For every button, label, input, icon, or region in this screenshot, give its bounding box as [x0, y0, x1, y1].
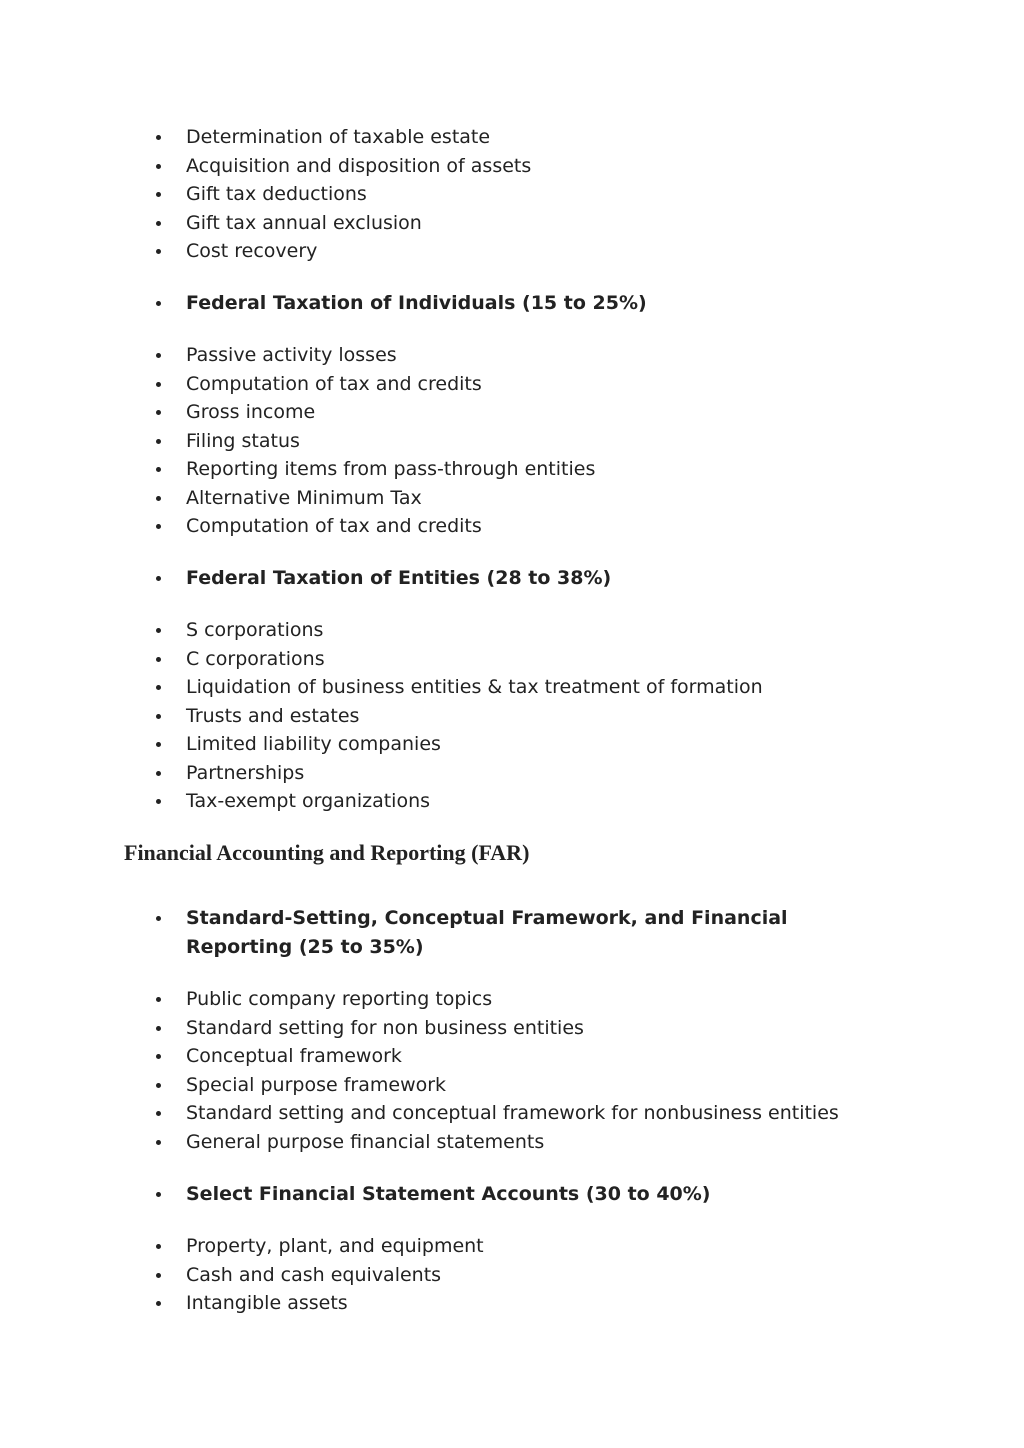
bold-heading-item: [150, 904, 890, 961]
bullet-icon: [156, 496, 161, 501]
list-item-text: Standard setting for non business entities: [186, 1016, 584, 1039]
list-item: [150, 1071, 890, 1100]
bullet-icon: [156, 742, 161, 747]
bullet-icon: [156, 1111, 161, 1116]
list-item: [150, 180, 890, 209]
list-item-text: C corporations: [186, 647, 325, 670]
list-item: [150, 787, 890, 816]
list-item: [150, 1042, 890, 1071]
heading-entities: Federal Taxation of Entities (28 to 38%): [186, 567, 612, 589]
bullet-list-estate-gift: [150, 123, 890, 266]
bullet-icon: [156, 410, 161, 415]
bullet-icon: [156, 628, 161, 633]
bullet-icon: [156, 685, 161, 690]
list-item-text: Passive activity losses: [186, 344, 397, 366]
bullet-list-entities: [150, 616, 890, 816]
list-item-text: Gift tax annual exclusion: [186, 211, 422, 234]
list-item-text: Partnerships: [186, 761, 305, 784]
list-item: [150, 616, 890, 645]
list-item-text: Property, plant, and equipment: [186, 1235, 484, 1257]
bullet-list-standard-setting: [150, 985, 890, 1156]
list-item: [150, 427, 890, 456]
heading-standard-setting: Standard-Setting, Conceptual Framework, and Financial Reporting (25 to 35%): [186, 907, 788, 958]
list-item: [150, 730, 890, 759]
list-item: [150, 512, 890, 541]
list-item-text: Trusts and estates: [186, 704, 360, 727]
list-item-text: Public company reporting topics: [186, 988, 493, 1010]
bullet-icon: [156, 1083, 161, 1088]
bullet-icon: [156, 192, 161, 197]
heading-list-entities: [150, 564, 890, 593]
list-item: [150, 1289, 890, 1318]
list-item: [150, 1261, 890, 1290]
bullet-icon: [156, 714, 161, 719]
list-item-text: Gross income: [186, 401, 316, 423]
list-item-text: Computation of tax and credits: [186, 515, 482, 537]
list-item-text: Determination of taxable estate: [186, 126, 491, 148]
list-item: [150, 152, 890, 181]
list-item-text: Special purpose framework: [186, 1073, 447, 1096]
list-item-text: Alternative Minimum Tax: [186, 486, 422, 509]
list-item-text: Cost recovery: [186, 240, 318, 262]
bullet-icon: [156, 524, 161, 529]
list-item: [150, 484, 890, 513]
list-item-text: Standard setting and conceptual framework for nonbusiness entities: [186, 1102, 839, 1124]
list-item: [150, 759, 890, 788]
bullet-icon: [156, 576, 161, 581]
bullet-icon: [156, 135, 161, 140]
list-item: [150, 1232, 890, 1261]
bullet-icon: [156, 1140, 161, 1145]
bullet-icon: [156, 1054, 161, 1059]
bullet-icon: [156, 657, 161, 662]
list-item-text: Liquidation of business entities & tax treatment of formation: [186, 676, 763, 698]
list-item: [150, 1128, 890, 1157]
list-item-text: Limited liability companies: [186, 733, 441, 755]
list-item: [150, 341, 890, 370]
list-item: [150, 455, 890, 484]
list-item: [150, 209, 890, 238]
list-item-text: Conceptual framework: [186, 1045, 402, 1067]
bullet-icon: [156, 1244, 161, 1249]
section-title-far: Financial Accounting and Reporting (FAR): [124, 840, 530, 865]
list-item: [150, 1099, 890, 1128]
bullet-icon: [156, 467, 161, 472]
bullet-icon: [156, 249, 161, 254]
heading-list-standard-setting: [150, 904, 890, 961]
bold-heading-item: [150, 1180, 890, 1209]
list-item-text: Filing status: [186, 429, 300, 452]
bullet-list-accounts: [150, 1232, 890, 1318]
list-item-text: Cash and cash equivalents: [186, 1263, 442, 1286]
bullet-icon: [156, 771, 161, 776]
list-item-text: Acquisition and disposition of assets: [186, 154, 532, 177]
bullet-icon: [156, 382, 161, 387]
heading-list-accounts: [150, 1180, 890, 1209]
bullet-icon: [156, 353, 161, 358]
heading-list-individuals: [150, 289, 890, 318]
bullet-icon: [156, 164, 161, 169]
bold-heading-item: [150, 289, 890, 318]
bullet-icon: [156, 1192, 161, 1197]
list-item: [150, 370, 890, 399]
list-item: [150, 237, 890, 266]
list-item: [150, 645, 890, 674]
bullet-icon: [156, 916, 161, 921]
list-item-text: Intangible assets: [186, 1292, 348, 1314]
bold-heading-item: [150, 564, 890, 593]
bullet-icon: [156, 1301, 161, 1306]
list-item-text: Tax-exempt organizations: [186, 790, 431, 812]
list-item: [150, 1014, 890, 1043]
list-item: [150, 702, 890, 731]
heading-accounts: Select Financial Statement Accounts (30 to 40%): [186, 1183, 711, 1205]
list-item-text: Computation of tax and credits: [186, 372, 482, 395]
bullet-icon: [156, 301, 161, 306]
bullet-icon: [156, 439, 161, 444]
list-item: [150, 673, 890, 702]
list-item: [150, 985, 890, 1014]
list-item-text: General purpose financial statements: [186, 1130, 545, 1153]
list-item-text: Gift tax deductions: [186, 183, 367, 205]
bullet-list-individuals: [150, 341, 890, 541]
bullet-icon: [156, 1273, 161, 1278]
heading-individuals: Federal Taxation of Individuals (15 to 25%): [186, 292, 647, 314]
list-item: [150, 398, 890, 427]
list-item-text: S corporations: [186, 619, 324, 641]
bullet-icon: [156, 221, 161, 226]
bullet-icon: [156, 997, 161, 1002]
bullet-icon: [156, 1026, 161, 1031]
list-item-text: Reporting items from pass-through entities: [186, 458, 596, 480]
bullet-icon: [156, 799, 161, 804]
list-item: [150, 123, 890, 152]
